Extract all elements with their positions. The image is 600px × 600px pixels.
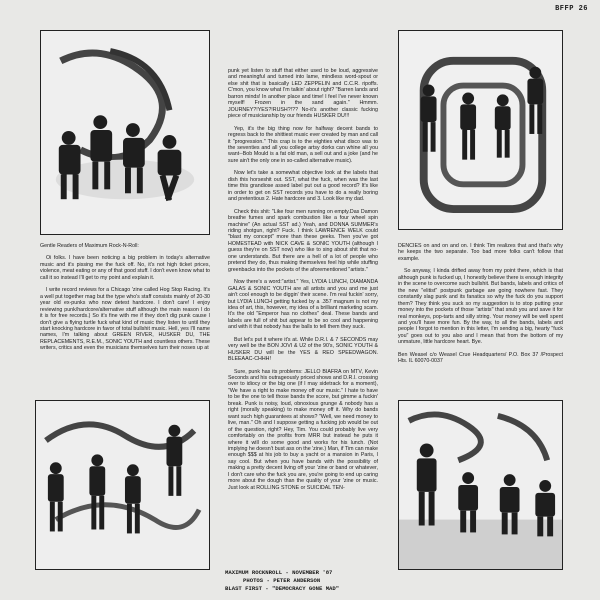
photo-band-bottom-right [398,400,563,570]
band-photo-illustration [41,31,209,234]
letter-paragraph: Check this shit: "Like four men running on empty.Das Damon breathe fumes and spark combustion like a four wheel spin machine" (An actual SST ad.) Yeah, and DONNA SUMMER's riding shotgun, right? Fuck. I think LAWRENCE WELK could "blast my concept" more than these geeks. Then you've got HOMESTEAD with NICK CAVE & SONIC YOUTH (although I guess they're on SST now) who like to sing about shit that no-one understands. But there are a hell of a lot of people who pretend they do, thus making themselves feel hip while stuffing greenbacks into the pockets of the aforementioned "artists." [228,208,378,273]
credit-label: BLAST FIRST - "DEMOCRACY GONE MAD" [225,585,340,592]
band-photo-illustration [399,401,562,569]
letter-paragraph: But let's put it where it's at. While D.R.I. & 7 SECONDS may very well be the BON JOVI & U2 of the 90's, SONIC YOUTH & HUSKER DU will be the YES & REO SPEEDWAGON. BLEEAAC-CHHH! [228,336,378,363]
letter-column-middle [228,68,378,563]
letter-salutation: Gentle Readers of Maximum Rock-N-Roll: [40,243,139,249]
letter-paragraph: Oi folks. I have been noticing a big problem in today's alternative music and it's pissing me the fuck off. No, it's not high ticket prices, violence, meat eating or any of that good stuff. I don't even know what to call it so instead I'll get to my point and explain it. [40,255,210,281]
letter-paragraph: Sure, punk has its problems: JELLO BIAFRA on MTV, Kevin Seconds and his outrageously priced shows and D.R.I. crossing over to idiocy or the big one (if I may sidetrack for a moment), "We have a right to make money off our music." I hate to have to be the one to tell those bands the score, but gimme a fuckin' break. Punk is noisy, loud, obnoxious grunge & nobody has a right (morally speaking) to make money off it. Why do bands want such high guarantees at shows? "Well, we need money to live, man." Oh and I suppose getting a fucking job would be out of the question, right? Hey, Tim. You could probably live very comfortably on the profits from MRR but instead he puts it where it will do some good and works for his lunch. (Not implying he doesn't bust ass on the 'zine.) Man, if Tim can make enough $$$ at his job to buy a yacht or a mansion in Paris, I say cool. But when you have bands with the possibility of making a pretty decent living off your 'zine or band or whatever, I don't care who the fuck you are, you're going to end up caring more about the dough than the quality of your 'zine or music. Just look at ROLLING STONE or SUICIDAL TEN- [228,368,378,491]
page-code: BFFP 26 [555,5,588,13]
photo-band-top-left [40,30,210,235]
band-photo-illustration [36,401,209,569]
photo-band-top-right [398,30,563,230]
letter-paragraph: I write record reviews for a Chicago 'zine called Hog Stop Racing. It's a well put together mag but the type who's staff consists mainly of 20-30 year old ex-punks who now detest hardcore. I don't care! I enjoy reviewing punk/hardcore/alternative stuff although the main reason I do it is for free records.) So it's fine with me if they don't dig punk cause I don't give a flying turtle fuck what kind of music they listen to until they start knocking hardcore in favor of total bullshit music. Hell, yes I'll name names, I'm talking about GREEN RIVER, HUSKER DU, THE REPLACEMENTS, R.E.M., SONIC YOUTH and countless others. These writers, critics and even the musicians themselves turn their noses up at [40,287,210,352]
band-photo-illustration [399,31,562,229]
letter-column-right [398,243,563,393]
letter-signature: Ben Weasel c/o Weasel Crue Headquarters/ P.O. Box 37 /Prospect Hts. IL 60070-0037 [398,351,563,365]
credits-footer [225,569,425,593]
letter-paragraph: Now there's a word:"artist." Yes, LYDIA LUNCH, DIAMANDA GALAS & SONIC YOUTH are all artists and you and me just ain't cool enough to be diggin' their scene. I'm real fuckin' sorry, but LYDIA LUNCH getting fucked by a .357 magnum is not my idea of art, this, however, my idea of a brilliant marketing scam. It's the old "Emperor has no clothes" deal. These bands and labels are full of shit but appear to be so cool and happening and with it that nobody has the balls to tell them they suck. [228,279,378,331]
credit-source: MAXIMUM ROCKNROLL - NOVEMBER '87 [225,569,333,576]
letter-paragraph: Yep, it's the big thing now for halfway decent bands to regress back to the shittiest music ever created by man and call it "progression." This crap is to the eighties what disco was to the seventies and all you college artsy dorks can whine all you want--Bob Mould is a fat old man, a sell out and a joke (and he sure ain't the only one in so-called alternative music). [228,125,378,164]
letter-paragraph: punk yet listen to stuff that either used to be loud, aggressive and meaningful and turned into lame, mindless word-spout or else shit that is basically LED ZEPPELIN and C.C.R. ripoffs. C'mon, you know what I'm talkin' about right? "Barren lands and barron minds! In another place and time! I feel I've never known myself! Frozen in the sand again." Hmmm. JOURNEY?!YES?!RUSH?!?? No-it's another classic fucking piece of musicianship by our friends HUSKER DU!!! [228,68,378,120]
credit-photos: PHOTOS - PETER ANDERSON [243,577,321,584]
letter-paragraph: So anyway, I kinda drifted away from my point there, which is that although punk is fucked up, I honestly believe there is enough integrity in the scene to overcome such bullshit. But bands, labels and critics of the new "elitist" postpunk garbage are going nowhere fast. They constantly slag punk and its fanatics so why the fuck do you support them? They think you suck so my suggestion is to stop putting your money into the pockets of those "artists" that snub you and save it for real monkeys, pop-tarts and silly string. Your money will be well spent and you'll have more fun. By the way, to all the bands, labels and people I forgot to mention in this letter, I'm sending a big, hearty "fuck you" goes out to you also and I mean that from the bottom of my unmature, little hardcore heart. Bye. [398,268,563,346]
letter-column-left [40,243,210,393]
letter-paragraph: Now let's take a somewhat objective look at the labels that dish this horseshit out. SST, what the fuck, when was the last time this grandiose assed label put out a good record? It's like in order to get on SST records you have to do a really boring and pretentious 2. Hate hardcore and 3. Look like my dad. [228,170,378,203]
letter-paragraph: DENCIES on and on and on. I think Tim realizes that and that's why he keeps the two separate. Too bad more folks can't follow that example. [398,243,563,262]
photo-band-bottom-left [35,400,210,570]
